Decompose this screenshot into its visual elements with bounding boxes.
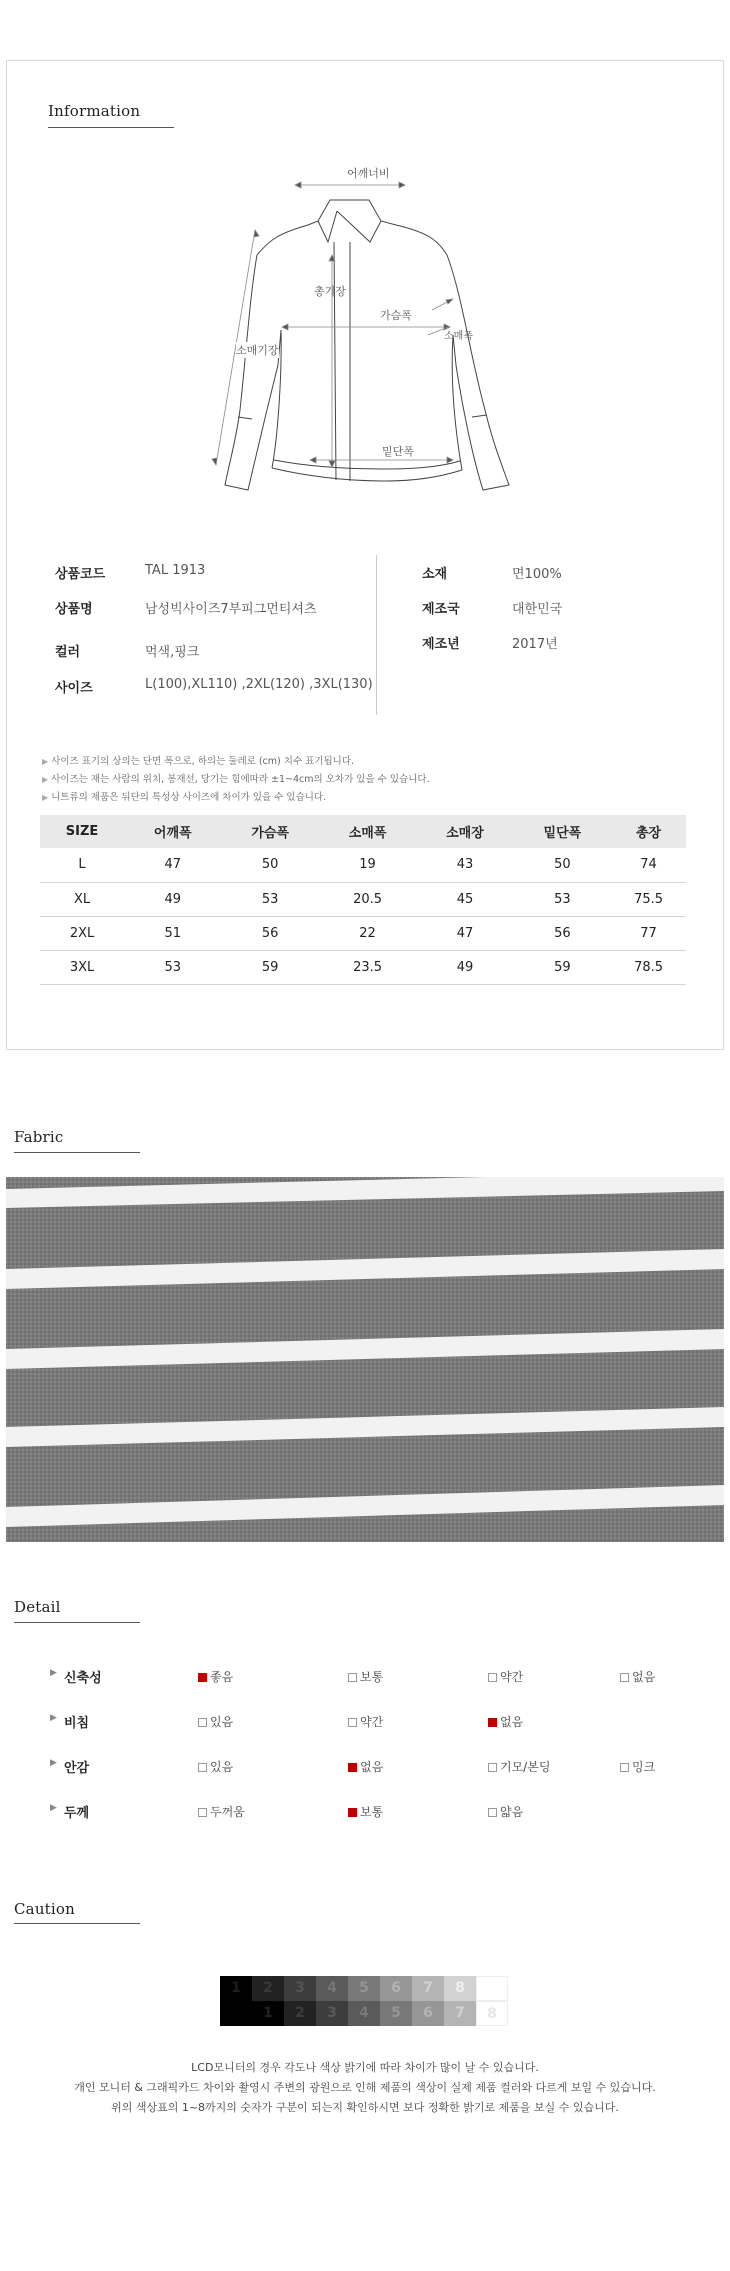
gray-cell: 3 [284,1976,316,2001]
spec-label: 상품코드 [55,567,106,582]
gray-cell: 2 [252,1976,284,2001]
table-cell: 59 [221,950,318,984]
size-header-size: SIZE [40,815,124,848]
checkbox-icon [198,1763,207,1772]
table-cell: 74 [611,848,686,882]
checkbox-icon [348,1718,357,1727]
grayscale-chart [220,1976,508,2026]
detail-label: 안감 [64,1761,90,1776]
option-slight[interactable] [348,1713,383,1730]
option-good[interactable] [198,1668,233,1685]
table-cell: 22 [319,916,416,950]
option-text: 좋음 [210,1670,234,1684]
fabric-stripes [6,1177,724,1542]
checkbox-icon [488,1763,497,1772]
table-cell: 19 [319,848,416,882]
gray-cell: 1 [220,1976,252,2001]
diagram-label-total-length: 총기장 [314,285,346,298]
checkbox-icon [198,1718,207,1727]
option-text: 있음 [210,1760,234,1774]
note-text: 사이즈는 재는 사람의 위치, 봉재선, 당기는 힘에따라 ±1~4cm의 오차가 있을 수 있습니다. [51,774,430,785]
option-text: 없음 [632,1670,656,1684]
checkbox-icon [348,1673,357,1682]
size-header-hem: 밑단폭 [514,815,611,848]
table-cell: 47 [416,916,513,950]
option-none[interactable] [348,1758,383,1775]
size-table [40,815,686,985]
size-header-total: 총장 [611,815,686,848]
size-note [42,789,326,803]
gray-cell: 4 [316,1976,348,2001]
table-cell: 53 [221,882,318,916]
table-cell: 23.5 [319,950,416,984]
note-text: 사이즈 표기의 상의는 단면 폭으로, 하의는 둘레로 (cm) 치수 표기됩니다. [51,756,355,767]
size-header-sleeve-length: 소매장 [416,815,513,848]
spec-value: 남성빅사이즈7부피그먼티셔츠 [145,602,317,617]
spec-label: 사이즈 [55,681,93,696]
option-text: 밍크 [632,1760,656,1774]
spec-value: TAL 1913 [145,563,206,578]
option-slight[interactable] [488,1668,523,1685]
option-normal[interactable] [348,1803,383,1820]
information-title-underline [48,127,174,128]
caution-line-3: 위의 색상표의 1~8까지의 숫자가 구분이 되는지 확인하시면 보다 정확한 밝기로 제품을 보실 수 있습니다. [111,2101,619,2114]
checkbox-icon [198,1808,207,1817]
information-title: Information [48,102,141,120]
triangle-icon: ▶ [42,775,49,784]
spec-label: 상품명 [55,602,93,617]
checkbox-icon [620,1763,629,1772]
spec-value: L(100),XL110) ,2XL(120) ,3XL(130) [145,677,373,692]
size-header-shoulder: 어깨폭 [124,815,221,848]
table-cell: L [40,848,124,882]
triangle-icon: ▶ [50,1803,57,1813]
spec-value: 면100% [512,567,562,582]
table-cell: 53 [124,950,221,984]
table-cell: 56 [221,916,318,950]
gray-cell: 6 [380,1976,412,2001]
table-cell: XL [40,882,124,916]
table-cell: 77 [611,916,686,950]
diagram-label-shoulder: 어깨너비 [347,167,390,180]
spec-value: 대한민국 [512,602,563,617]
detail-label: 신축성 [64,1671,102,1686]
detail-row-stretch [0,1666,730,1686]
shirt-measurement-diagram [200,155,540,500]
size-note [42,753,354,767]
size-header-sleeve-width: 소매폭 [319,815,416,848]
table-cell: 51 [124,916,221,950]
gray-cell: 8 [444,1976,476,2001]
option-text: 얇음 [500,1805,524,1819]
detail-title: Detail [14,1598,61,1616]
table-cell: 56 [514,916,611,950]
option-text: 약간 [500,1670,524,1684]
table-cell: 53 [514,882,611,916]
table-cell: 47 [124,848,221,882]
gray-cell: 6 [412,2001,444,2026]
gray-cell [220,2001,252,2026]
table-row [40,882,686,916]
table-cell: 3XL [40,950,124,984]
option-text: 없음 [360,1760,384,1774]
gray-cell: 5 [380,2001,412,2026]
caution-title: Caution [14,1900,75,1918]
option-none[interactable] [488,1713,523,1730]
diagram-label-chest: 가슴폭 [380,309,412,322]
gray-cell: 2 [284,2001,316,2026]
fabric-photo [6,1177,724,1542]
diagram-label-sleeve-length: 소매기장 [236,344,279,357]
detail-title-underline [14,1622,140,1623]
table-cell: 43 [416,848,513,882]
option-text: 없음 [500,1715,524,1729]
option-text: 약간 [360,1715,384,1729]
triangle-icon: ▶ [42,757,49,766]
gray-cell: 5 [348,1976,380,2001]
option-normal[interactable] [348,1668,383,1685]
option-text: 기모/본딩 [500,1760,551,1774]
option-none[interactable] [620,1668,655,1685]
diagram-label-sleeve-width: 소매폭 [444,331,473,342]
option-text: 보통 [360,1670,384,1684]
checkbox-icon [348,1763,357,1772]
spec-value: 2017년 [512,637,558,652]
table-cell: 78.5 [611,950,686,984]
gray-cell: 4 [348,2001,380,2026]
triangle-icon: ▶ [42,793,49,802]
checkbox-icon [488,1673,497,1682]
triangle-icon: ▶ [50,1758,57,1768]
gray-cell: 7 [444,2001,476,2026]
caution-title-underline [14,1923,140,1924]
option-brushed-bonding[interactable] [488,1758,550,1775]
option-thick[interactable] [198,1803,245,1820]
detail-row-thickness [0,1801,730,1821]
spec-label: 소재 [422,567,448,582]
size-table-header-row [40,815,686,848]
triangle-icon: ▶ [50,1668,57,1678]
table-cell: 50 [221,848,318,882]
gray-cell: 3 [316,2001,348,2026]
spec-label: 컬러 [55,645,81,660]
table-row [40,848,686,882]
shirt-collar [318,200,381,242]
detail-row-sheerness [0,1711,730,1731]
table-row [40,950,686,984]
detail-row-lining [0,1756,730,1776]
option-text: 있음 [210,1715,234,1729]
option-yes[interactable] [198,1758,233,1775]
spec-label: 제조년 [422,637,460,652]
caution-line-1: LCD모니터의 경우 각도나 색상 밝기에 따라 차이가 많이 날 수 있습니다. [191,2061,539,2074]
detail-label: 두께 [64,1806,90,1821]
gray-cell [476,1976,508,2001]
triangle-icon: ▶ [50,1713,57,1723]
table-cell: 45 [416,882,513,916]
checkbox-icon [348,1808,357,1817]
gray-cell: 1 [252,2001,284,2026]
checkbox-icon [198,1673,207,1682]
size-header-chest: 가슴폭 [221,815,318,848]
table-cell: 20.5 [319,882,416,916]
table-cell: 75.5 [611,882,686,916]
table-cell: 49 [124,882,221,916]
spec-divider [376,555,377,715]
caution-line-2: 개인 모니터 & 그래픽카드 차이와 촬영시 주변의 광원으로 인해 제품의 색상이 실제 제품 컬러와 다르게 보일 수 있습니다. [74,2081,656,2094]
spec-label: 제조국 [422,602,460,617]
checkbox-icon [488,1718,497,1727]
table-cell: 59 [514,950,611,984]
option-yes[interactable] [198,1713,233,1730]
checkbox-icon [620,1673,629,1682]
spec-value: 먹색,핑크 [145,645,200,660]
option-thin[interactable] [488,1803,523,1820]
table-cell: 2XL [40,916,124,950]
option-text: 두꺼움 [210,1805,245,1819]
size-note [42,771,430,785]
table-cell: 50 [514,848,611,882]
table-row [40,916,686,950]
fabric-title-underline [14,1152,140,1153]
note-text: 니트류의 제품은 뒤단의 특성상 사이즈에 차이가 있을 수 있습니다. [51,792,327,803]
gray-cell: 8 [476,2001,508,2026]
gray-cell: 7 [412,1976,444,2001]
checkbox-icon [488,1808,497,1817]
fabric-title: Fabric [14,1128,64,1146]
option-text: 보통 [360,1805,384,1819]
diagram-label-hem: 밑단폭 [382,445,414,458]
option-mink[interactable] [620,1758,655,1775]
detail-label: 비침 [64,1716,90,1731]
table-cell: 49 [416,950,513,984]
